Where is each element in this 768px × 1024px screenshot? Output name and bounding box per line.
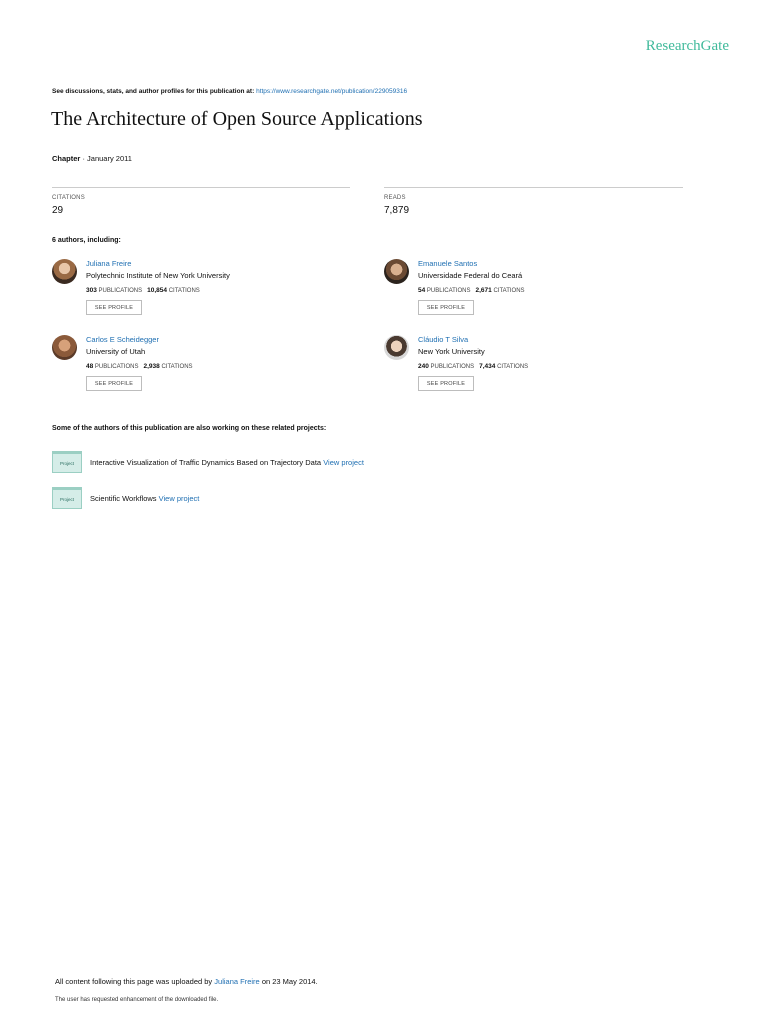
publication-title: The Architecture of Open Source Applications [51, 108, 423, 130]
author-institution: University of Utah [86, 347, 146, 356]
meta-separator: · [82, 154, 85, 163]
see-profile-button[interactable]: SEE PROFILE [418, 376, 474, 391]
citation-count: 7,434 [479, 363, 496, 370]
publication-count: 303 [86, 287, 97, 294]
publications-label: PUBLICATIONS [98, 288, 143, 294]
project-item [52, 487, 552, 511]
publication-date: January 2011 [87, 154, 132, 163]
citations-label: CITATIONS [497, 364, 529, 370]
author-card [384, 259, 684, 319]
author-stats [418, 287, 525, 294]
author-institution: Polytechnic Institute of New York University [86, 271, 230, 280]
citations-label: CITATIONS [161, 364, 193, 370]
publication-meta [52, 154, 132, 163]
citations-divider [52, 187, 350, 188]
author-card [52, 259, 352, 319]
author-stats [86, 363, 193, 370]
author-institution: Universidade Federal do Ceará [418, 271, 523, 280]
citations-label: CITATIONS [168, 288, 200, 294]
publications-label: PUBLICATIONS [426, 288, 471, 294]
upload-notice [55, 977, 318, 986]
publication-count: 240 [418, 363, 429, 370]
see-profile-button[interactable]: SEE PROFILE [86, 300, 142, 315]
avatar[interactable] [384, 335, 409, 360]
project-title: Interactive Visualization of Traffic Dynamics Based on Trajectory Data [90, 458, 322, 467]
author-name[interactable]: Juliana Freire [86, 259, 132, 268]
view-project-link[interactable]: View project [158, 494, 200, 503]
citation-count: 2,671 [475, 287, 492, 294]
researchgate-logo[interactable]: ResearchGate [645, 38, 729, 54]
author-card [52, 335, 352, 395]
projects-heading: Some of the authors of this publication are also working on these related projects: [52, 425, 327, 432]
authors-heading: 6 authors, including: [52, 237, 121, 244]
discussion-notice [52, 88, 407, 95]
publication-type: Chapter [52, 154, 81, 163]
citations-count: 29 [52, 205, 64, 216]
avatar[interactable] [52, 259, 77, 284]
see-profile-button[interactable]: SEE PROFILE [418, 300, 474, 315]
author-name[interactable]: Emanuele Santos [418, 259, 478, 268]
project-text [90, 458, 364, 467]
publication-count: 54 [418, 287, 426, 294]
publication-url-link[interactable]: https://www.researchgate.net/publication/229059316 [256, 88, 408, 95]
project-item [52, 451, 552, 475]
author-stats [86, 287, 200, 294]
publications-label: PUBLICATIONS [430, 364, 475, 370]
discussion-text: See discussions, stats, and author profiles for this publication at: [52, 88, 255, 95]
view-project-link[interactable]: View project [323, 458, 364, 467]
author-institution: New York University [418, 347, 485, 356]
reads-divider [384, 187, 683, 188]
see-profile-button[interactable]: SEE PROFILE [86, 376, 142, 391]
avatar[interactable] [52, 335, 77, 360]
avatar[interactable] [384, 259, 409, 284]
reads-count: 7,879 [384, 205, 410, 216]
citation-count: 10,854 [147, 287, 168, 294]
author-name[interactable]: Carlos E Scheidegger [86, 335, 159, 344]
author-card [384, 335, 684, 395]
project-folder-icon[interactable]: Project [52, 451, 82, 473]
author-name[interactable]: Cláudio T Silva [418, 335, 469, 344]
publication-count: 48 [86, 363, 94, 370]
publications-label: PUBLICATIONS [94, 364, 139, 370]
project-text [90, 494, 199, 503]
upload-date: on 23 May 2014. [261, 977, 318, 986]
project-title: Scientific Workflows [90, 494, 157, 503]
citations-label: CITATIONS [493, 288, 525, 294]
enhancement-note: The user has requested enhancement of the downloaded file. [55, 997, 219, 1003]
author-stats [418, 363, 528, 370]
uploader-link[interactable]: Juliana Freire [214, 977, 260, 986]
upload-prefix: All content following this page was uploaded by [55, 977, 213, 986]
citations-label: CITATIONS [52, 195, 85, 201]
citation-count: 2,938 [143, 363, 160, 370]
reads-label: READS [384, 195, 406, 201]
project-folder-icon[interactable]: Project [52, 487, 82, 509]
